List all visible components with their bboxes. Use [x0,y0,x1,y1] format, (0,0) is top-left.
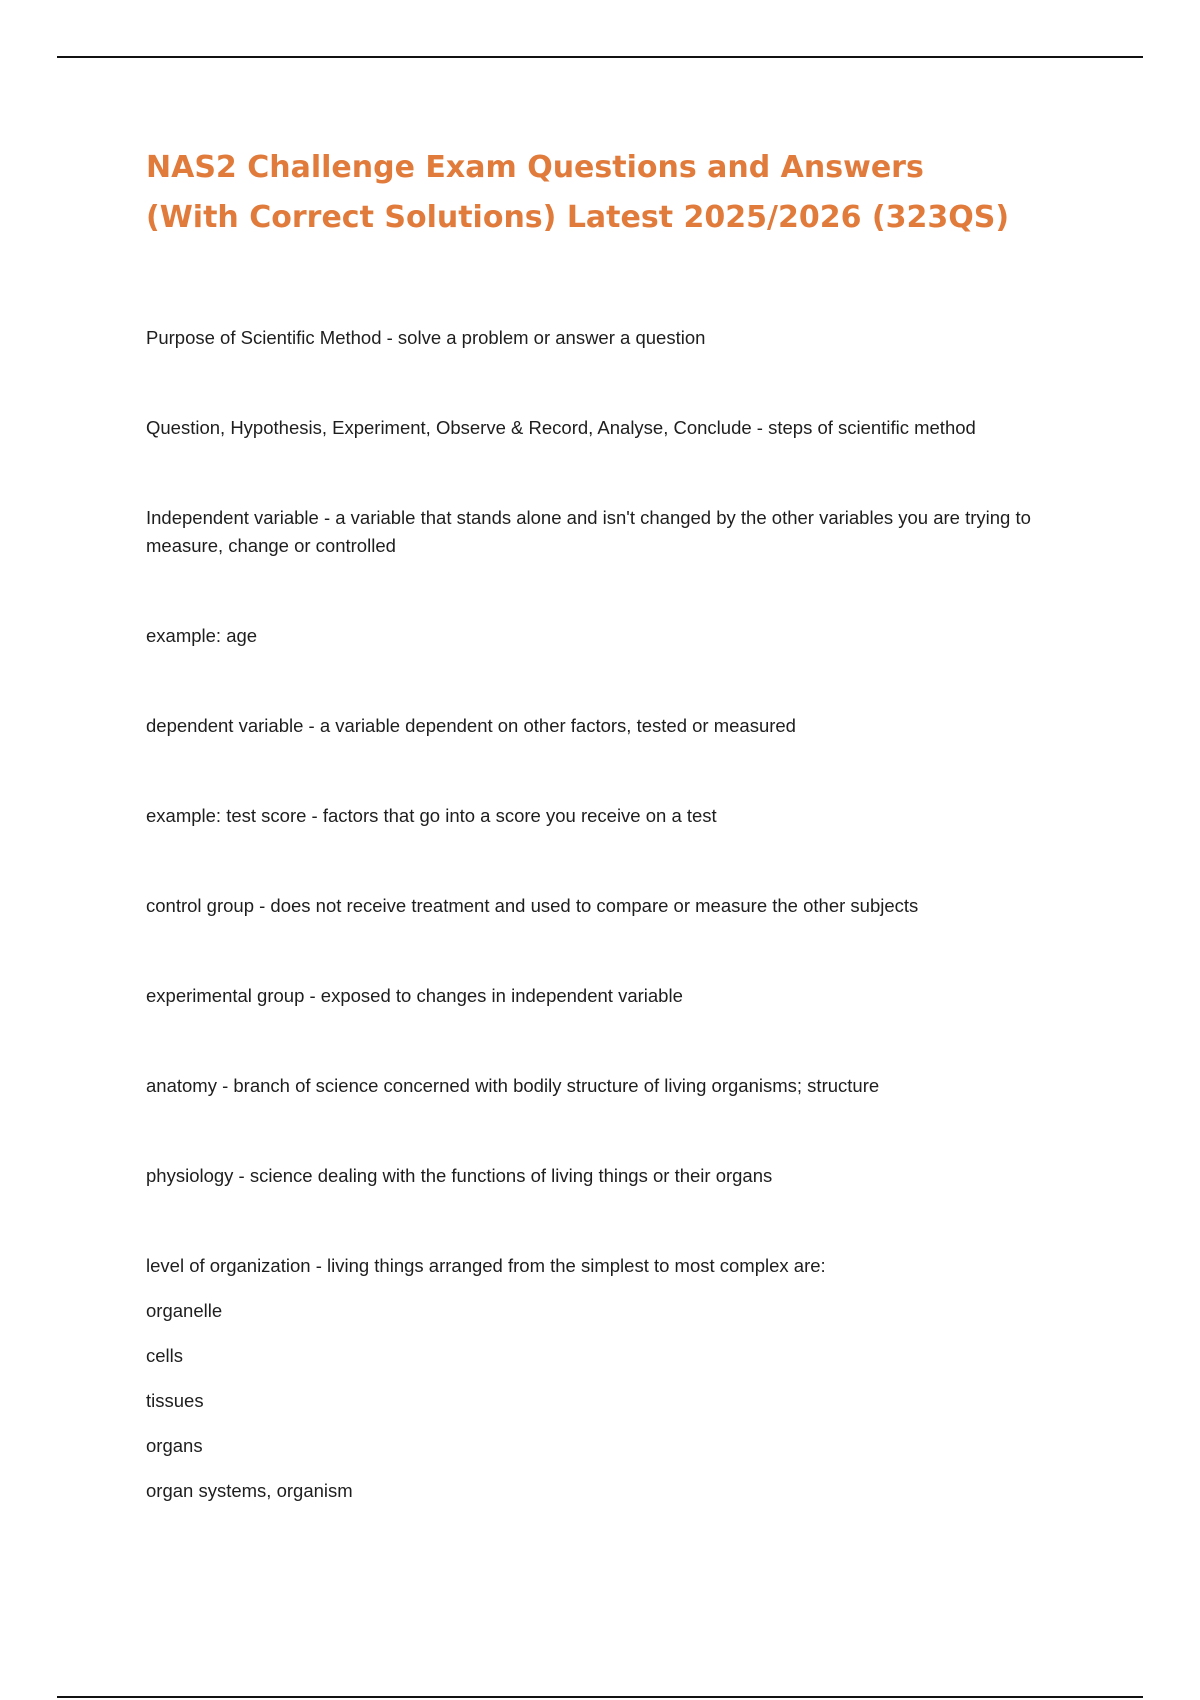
header-rule [57,56,1143,58]
document-body [146,324,1066,1505]
entry-scientific-method-purpose: Purpose of Scientific Method - solve a problem or answer a question [146,327,706,348]
footer-rule [57,1696,1143,1698]
entry-dependent-example: example: test score - factors that go into a score you receive on a test [146,805,717,826]
organization-lead: level of organization - living things arranged from the simplest to most complex are: [146,1255,826,1276]
title-line-2: (With Correct Solutions) Latest 2025/2026 (323QS) [146,200,1010,235]
organization-item: organelle [146,1300,223,1321]
organization-item: cells [146,1345,184,1366]
entry-independent-variable: Independent variable - a variable that stands alone and isn't changed by the other variables you are trying to measure, change or controlled [146,507,1031,556]
entry-experimental-group: experimental group - exposed to changes in independent variable [146,985,683,1006]
entry-dependent-variable: dependent variable - a variable dependent on other factors, tested or measured [146,715,796,736]
entry-control-group: control group - does not receive treatment and used to compare or measure the other subjects [146,895,919,916]
organization-item: tissues [146,1390,204,1411]
entry-scientific-method-steps: Question, Hypothesis, Experiment, Observe & Record, Analyse, Conclude - steps of scientific method [146,417,976,438]
entry-physiology: physiology - science dealing with the functions of living things or their organs [146,1165,773,1186]
organization-item: organs [146,1435,203,1456]
organization-item: organ systems, organism [146,1480,353,1501]
entry-independent-example: example: age [146,625,258,646]
title-line-1: NAS2 Challenge Exam Questions and Answers [146,150,924,185]
entry-level-of-organization [146,1252,1066,1505]
document-title [146,143,1086,243]
entry-anatomy: anatomy - branch of science concerned with bodily structure of living organisms; structure [146,1075,880,1096]
